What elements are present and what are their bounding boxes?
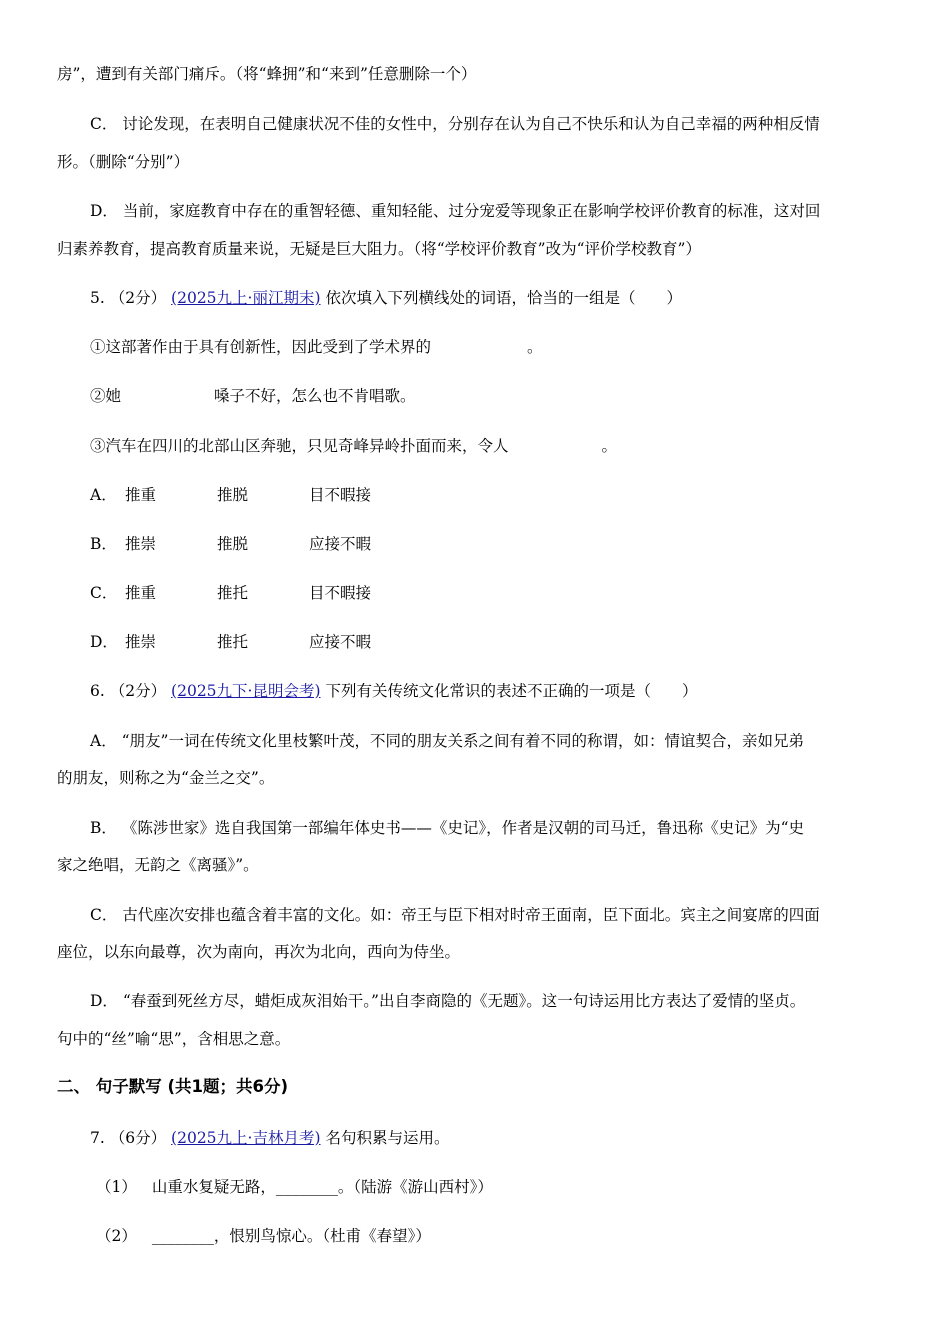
option-word-3: 应接不暇 — [309, 535, 372, 553]
option-word-2: 推托 — [217, 584, 249, 602]
q6-option-c-line2: 座位，以东向最尊，次为南向，再次为北向，西向为侍坐。 — [57, 943, 461, 961]
option-word-3: 应接不暇 — [309, 633, 372, 651]
q7-part-2 — [96, 1226, 431, 1246]
option-word-2: 推脱 — [217, 486, 249, 504]
option-word-2: 推脱 — [217, 535, 249, 553]
q5-sentence-1 — [90, 337, 543, 357]
q7-header — [90, 1128, 449, 1148]
q7-stem: 名句积累与运用。 — [325, 1129, 450, 1147]
q6-option-b-line2: 家之绝唱，无韵之《离骚》”。 — [57, 856, 259, 874]
q6-option-a-line1[interactable]: A． “朋友”一词在传统文化里枝繁叶茂，不同的朋友关系之间有着不同的称谓，如：情谊契合，亲如兄弟 — [90, 732, 804, 750]
q7-number: 7. — [90, 1129, 105, 1147]
q7-score: （6分） — [109, 1129, 167, 1147]
q6-header — [90, 681, 697, 701]
option-word-2: 推托 — [217, 633, 249, 651]
q6-option-c-line1[interactable]: C． 古代座次安排也蕴含着丰富的文化。如：帝王与臣下相对时帝王面南，臣下面北。宾主之间宴席的四面 — [90, 906, 820, 924]
option-label: D． — [90, 633, 118, 651]
q5-source-link[interactable]: (2025九上·丽江期末) — [171, 289, 321, 307]
section-2-heading: 二、 句子默写 (共1题；共6分) — [57, 1077, 289, 1096]
option-word-1: 推重 — [125, 584, 157, 602]
q6-option-d-line2: 句中的“丝”喻“思”，含相思之意。 — [57, 1030, 291, 1048]
q4-option-b-continuation: 房”，遭到有关部门痛斥。（将“蜂拥”和“来到”任意删除一个） — [57, 65, 477, 83]
q6-number: 6. — [90, 682, 105, 700]
q5-sentence-3-end: 。 — [601, 437, 618, 455]
q7-part-1 — [96, 1177, 493, 1197]
option-word-1: 推崇 — [125, 535, 157, 553]
q7-source-link[interactable]: (2025九上·吉林月考) — [171, 1129, 321, 1147]
q5-sentence-3-text: ③汽车在四川的北部山区奔驰，只见奇峰异岭扑面而来，令人 — [90, 437, 509, 455]
option-label: C． — [90, 584, 118, 602]
q4-option-d-line1: D． 当前，家庭教育中存在的重智轻德、重知轻能、过分宠爱等现象正在影响学校评价教育的标准，这对回 — [90, 202, 821, 220]
option-word-1: 推重 — [125, 486, 157, 504]
q5-score: （2分） — [109, 289, 167, 307]
q6-option-a-line2: 的朋友，则称之为“金兰之交”。 — [57, 769, 275, 787]
option-word-1: 推崇 — [125, 633, 157, 651]
q6-source-link[interactable]: (2025九下·昆明会考) — [171, 682, 321, 700]
q7-part-1-number: （1） — [96, 1178, 137, 1196]
q5-sentence-2-start: ②她 — [90, 387, 122, 405]
option-word-3: 目不暇接 — [309, 486, 372, 504]
q4-option-c-line1: C． 讨论发现，在表明自己健康状况不佳的女性中，分别存在认为自己不快乐和认为自己幸福的两种相反情 — [90, 115, 820, 133]
q5-sentence-2 — [90, 386, 416, 406]
q6-option-b-line1[interactable]: B． 《陈涉世家》选自我国第一部编年体史书——《史记》，作者是汉朝的司马迁，鲁迅称《史记》为“史 — [90, 819, 804, 837]
q4-option-c-line2: 形。（删除“分别”） — [57, 153, 190, 171]
q6-option-d-line1[interactable]: D． “春蚕到死丝方尽，蜡炬成灰泪始干。”出自李商隐的《无题》。这一句诗运用比方表达了爱情的坚贞。 — [90, 992, 806, 1010]
q7-part-1-text[interactable]: 山重水复疑无路，________。（陆游《游山西村》） — [151, 1178, 493, 1196]
q6-score: （2分） — [109, 682, 167, 700]
q7-part-2-number: （2） — [96, 1227, 137, 1245]
option-label: A． — [90, 486, 117, 504]
q7-part-2-text[interactable]: ________，恨别鸟惊心。（杜甫《春望》） — [151, 1227, 431, 1245]
option-label: B． — [90, 535, 117, 553]
q5-sentence-3 — [90, 436, 617, 456]
q6-stem: 下列有关传统文化常识的表述不正确的一项是（ ） — [325, 682, 698, 700]
q5-number: 5. — [90, 289, 105, 307]
q5-sentence-1-text: ①这部著作由于具有创新性，因此受到了学术界的 — [90, 338, 432, 356]
q5-stem: 依次填入下列横线处的词语，恰当的一组是（ ） — [325, 289, 682, 307]
option-word-3: 目不暇接 — [309, 584, 372, 602]
q5-header — [90, 288, 682, 308]
q5-sentence-1-end: 。 — [527, 338, 543, 356]
q4-option-d-line2: 归素养教育，提高教育质量来说，无疑是巨大阻力。（将“学校评价教育”改为“评价学校教育”） — [57, 240, 701, 258]
q5-sentence-2-end: 嗓子不好，怎么也不肯唱歌。 — [214, 387, 416, 405]
